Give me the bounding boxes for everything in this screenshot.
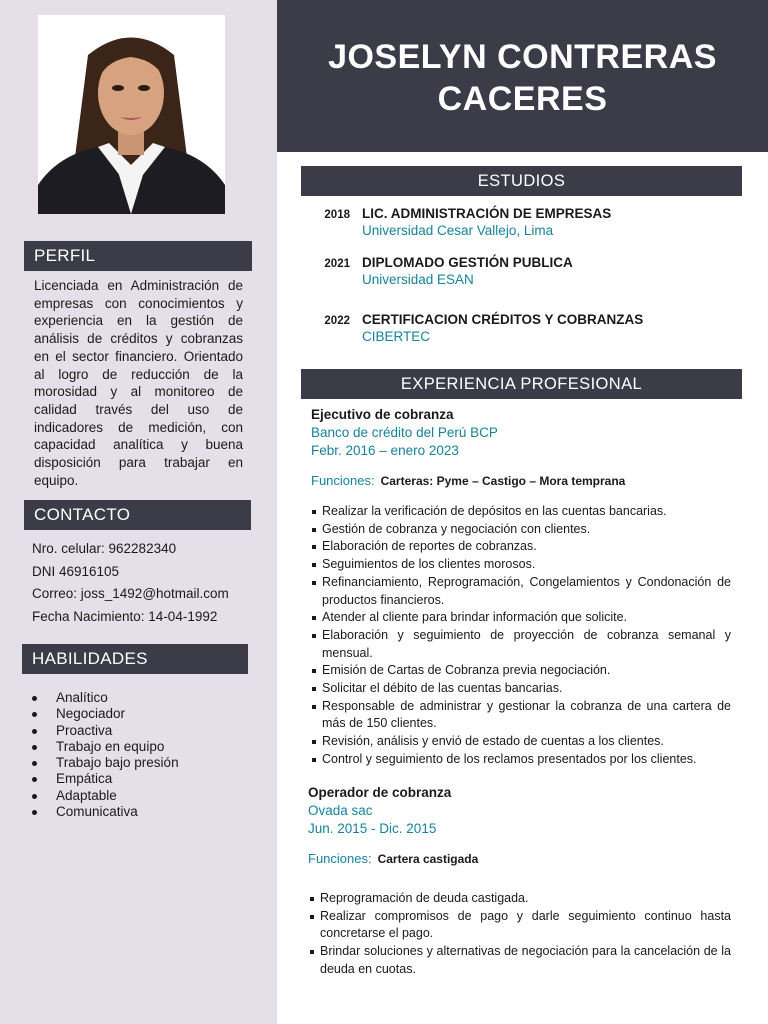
education-item — [300, 255, 750, 295]
perfil-text: Licenciada en Administración de empresas con conocimientos y experiencia en la gestión de análisis de créditos y cobranzas en el sector financiero. Orientado al logro de reducción de la morosidad y al monitoreo de calidad través del uso de indicadores de medición, con capacidad analítica y buena disposición para trabajar en equipo. — [34, 278, 243, 488]
education-year: 2018 — [324, 209, 350, 221]
perfil-heading: PERFIL — [24, 241, 252, 271]
job-dates: Febr. 2016 – enero 2023 — [311, 443, 459, 458]
duties-list — [309, 890, 731, 979]
education-item — [300, 312, 750, 352]
job-functions — [308, 850, 728, 868]
duty-item: Realizar compromisos de pago y darle seguimiento continuo hasta concretarse el pago. — [309, 908, 731, 943]
estudios-heading: ESTUDIOS — [301, 166, 742, 196]
contact-phone: Nro. celular: 962282340 — [32, 541, 177, 556]
name-header — [277, 0, 768, 152]
functions-value: Cartera castigada — [377, 852, 479, 866]
duty-item: Gestión de cobranza y negociación con clientes. — [311, 521, 731, 539]
education-title: DIPLOMADO GESTIÓN PUBLICA — [362, 255, 573, 270]
education-institution: CIBERTEC — [362, 329, 431, 344]
education-year: 2022 — [324, 315, 350, 327]
job-functions — [311, 472, 731, 490]
candidate-name: JOSELYN CONTRERAS CACERES — [328, 38, 717, 118]
skills-list — [32, 690, 179, 820]
duty-item: Control y seguimiento de los reclamos presentados por los clientes. — [311, 751, 731, 769]
skill-item: Proactiva — [32, 723, 179, 739]
portrait-illustration — [38, 15, 225, 214]
duty-item: Responsable de administrar y gestionar la cobranza de una cartera de más de 150 clientes. — [311, 698, 731, 733]
duties-list — [311, 503, 731, 769]
functions-label: Funciones: — [311, 473, 375, 488]
job-company: Ovada sac — [308, 803, 373, 818]
skill-item: Empática — [32, 771, 179, 787]
functions-label: Funciones: — [308, 851, 372, 866]
duty-item: Elaboración de reportes de cobranzas. — [311, 538, 731, 556]
profile-photo — [38, 15, 225, 214]
duty-item: Emisión de Cartas de Cobranza previa negociación. — [311, 662, 731, 680]
functions-value: Carteras: Pyme – Castigo – Mora temprana — [380, 474, 626, 488]
experiencia-heading: EXPERIENCIA PROFESIONAL — [301, 369, 742, 399]
contact-email[interactable]: Correo: joss_1492@hotmail.com — [32, 586, 229, 601]
duty-item: Seguimientos de los clientes morosos. — [311, 556, 731, 574]
job-entry — [311, 406, 731, 490]
education-item — [300, 206, 750, 246]
duty-item: Refinanciamiento, Reprogramación, Congelamientos y Condonación de productos financieros. — [311, 574, 731, 609]
education-title: CERTIFICACION CRÉDITOS Y COBRANZAS — [362, 312, 644, 327]
contact-list — [32, 538, 229, 628]
contact-birthdate: Fecha Nacimiento: 14-04-1992 — [32, 608, 218, 624]
duty-item: Atender al cliente para brindar información que solicite. — [311, 609, 731, 627]
education-institution: Universidad ESAN — [362, 272, 474, 287]
duty-item: Brindar soluciones y alternativas de negociación para la cancelación de la deuda en cuotas. — [309, 943, 731, 978]
contact-dni: DNI 46916105 — [32, 563, 120, 579]
skill-item: Trabajo en equipo — [32, 739, 179, 755]
skill-item: Comunicativa — [32, 804, 179, 820]
job-entry — [308, 784, 728, 868]
job-dates: Jun. 2015 - Dic. 2015 — [308, 821, 437, 836]
skill-item: Negociador — [32, 706, 179, 722]
education-institution: Universidad Cesar Vallejo, Lima — [362, 223, 554, 238]
job-title: Operador de cobranza — [308, 785, 452, 800]
duty-item: Reprogramación de deuda castigada. — [309, 890, 731, 908]
duty-item: Realizar la verificación de depósitos en las cuentas bancarias. — [311, 503, 731, 521]
duty-item: Elaboración y seguimiento de proyección de cobranza semanal y mensual. — [311, 627, 731, 662]
duty-item: Revisión, análisis y envió de estado de cuentas a los clientes. — [311, 733, 731, 751]
habilidades-heading: HABILIDADES — [22, 644, 248, 674]
education-title: LIC. ADMINISTRACIÓN DE EMPRESAS — [362, 206, 612, 221]
sidebar — [0, 0, 277, 1024]
duty-item: Solicitar el débito de las cuentas bancarias. — [311, 680, 731, 698]
job-title: Ejecutivo de cobranza — [311, 407, 454, 422]
skill-item: Analítico — [32, 690, 179, 706]
skill-item: Trabajo bajo presión — [32, 755, 179, 771]
skill-item: Adaptable — [32, 788, 179, 804]
job-company: Banco de crédito del Perú BCP — [311, 425, 498, 440]
contacto-heading: CONTACTO — [24, 500, 251, 530]
education-year: 2021 — [324, 258, 350, 270]
